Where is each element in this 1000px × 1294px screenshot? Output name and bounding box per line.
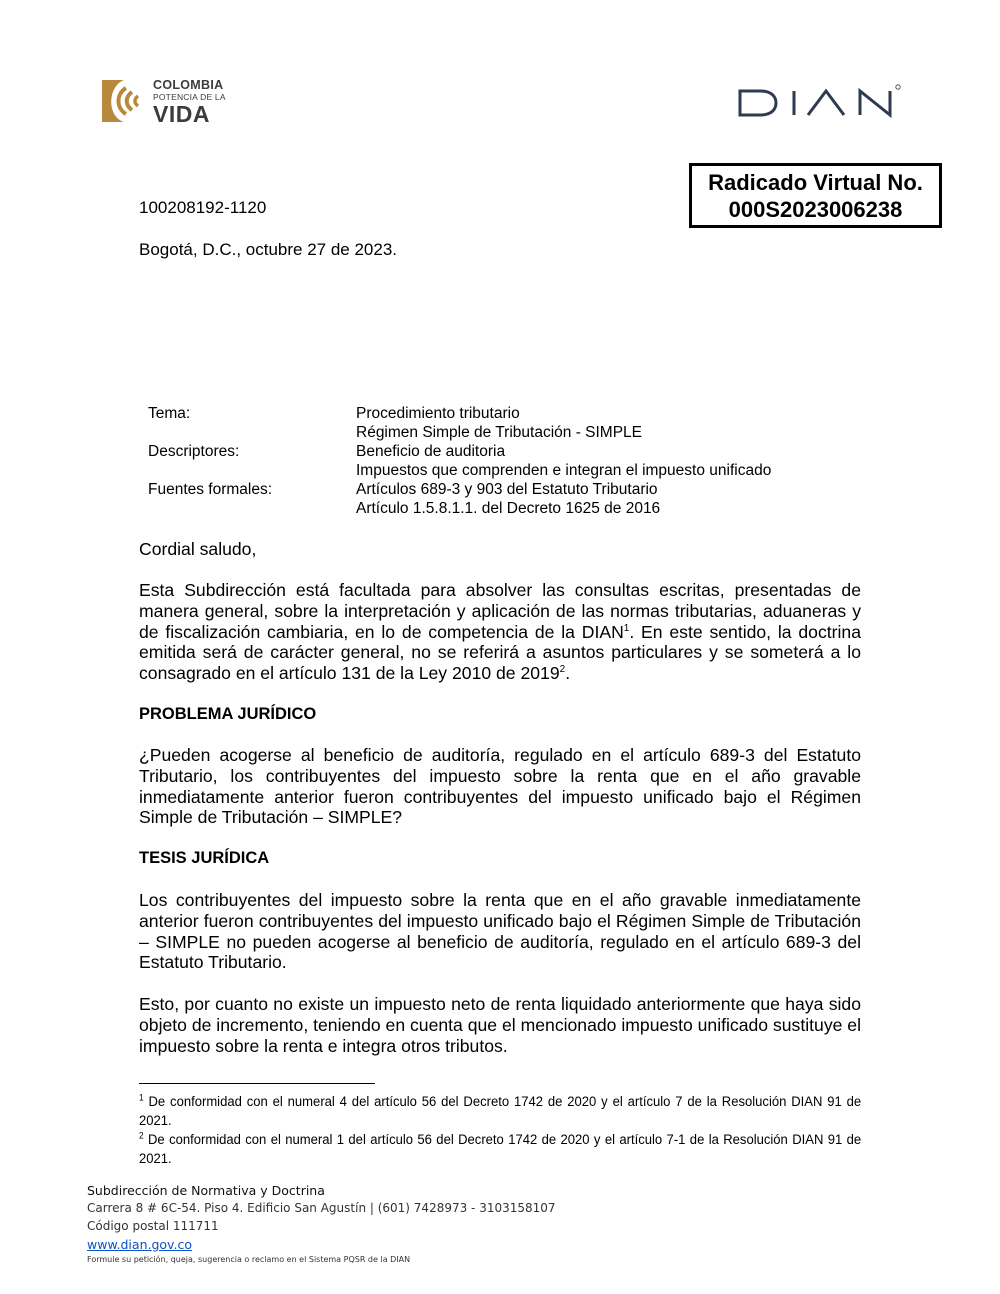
intro-paragraph xyxy=(139,580,861,684)
fuentes-label: Fuentes formales: xyxy=(148,481,273,498)
intro-text-1: Esta Subdirección está facultada para absolver las consultas escritas, presentadas de manera general, sobre la interpretación y aplicación de las normas tributarias, aduaneras y de fiscalización cambiaria, en lo de competencia de la DIAN xyxy=(139,580,861,642)
descriptores-label: Descriptores: xyxy=(148,443,240,460)
problema-paragraph: ¿Pueden acogerse al beneficio de auditoría, regulado en el artículo 689-3 del Estatuto Tributario, los contribuyentes del impuesto sobre la renta que en el año gravable inmediatamente anterior fueron contribuyentes del impuesto unificado bajo el Régimen Simple de Tributación – SIMPLE? xyxy=(139,745,861,828)
footer-address: Carrera 8 # 6C-54. Piso 4. Edificio San Agustín | (601) 7428973 - 3103158107 xyxy=(87,1201,556,1215)
footnote-2-text: De conformidad con el numeral 1 del artículo 56 del Decreto 1742 de 2020 y el artículo 7-1 de la Resolución DIAN 91 de 2021. xyxy=(139,1132,862,1167)
intro-text-2: . En este sentido, la doctrina emitida será de carácter general, no se referirá a asuntos particulares y se someterá a lo consagrado en el artículo 131 de la Ley 2010 de 2019 xyxy=(139,621,861,684)
footer-postal-code: Código postal 111711 xyxy=(87,1219,219,1233)
footnote-1-number: 1 xyxy=(139,1092,144,1103)
footnote-ref-2: 2 xyxy=(559,664,566,676)
logo-line-colombia: COLOMBIA xyxy=(153,78,224,92)
tesis-paragraph-2: Esto, por cuanto no existe un impuesto neto de renta liquidado anteriormente que haya sido objeto de incremento, teniendo en cuenta que el mencionado impuesto unificado sustituye el impuesto sobre la renta e integra otros tributos. xyxy=(139,994,861,1056)
document-date: Bogotá, D.C., octubre 27 de 2023. xyxy=(139,240,398,259)
footnote-ref-1: 1 xyxy=(623,622,630,634)
footer-office: Subdirección de Normativa y Doctrina xyxy=(87,1183,325,1198)
tesis-paragraph-1: Los contribuyentes del impuesto sobre la renta que en el año gravable inmediatamente anterior fueron contribuyentes del impuesto unificado bajo el Régimen Simple de Tributación – SIMPLE no pueden acogerse al beneficio de auditoría, regulado en el artículo 689-3 del Estatuto Tributario. xyxy=(139,890,861,973)
footnote-divider xyxy=(139,1083,375,1084)
tema-value-1: Procedimiento tributario xyxy=(356,405,520,422)
dian-logo xyxy=(738,83,903,123)
footer-website-link[interactable]: www.dian.gov.co xyxy=(87,1237,192,1252)
colombia-emblem-icon xyxy=(98,76,150,126)
intro-text-3: . xyxy=(565,663,571,684)
tema-label: Tema: xyxy=(148,405,191,422)
problema-heading: PROBLEMA JURÍDICO xyxy=(139,705,317,723)
footnote-2 xyxy=(139,1131,861,1169)
footnote-1-text: De conformidad con el numeral 4 del artículo 56 del Decreto 1742 de 2020 y el artículo 7 de la Resolución DIAN 91 de 2021. xyxy=(139,1094,862,1129)
logo-line-potencia: POTENCIA DE LA xyxy=(153,92,226,102)
descriptores-value-1: Beneficio de auditoria xyxy=(356,443,506,460)
fuentes-value-2: Artículo 1.5.8.1.1. del Decreto 1625 de 2016 xyxy=(356,500,661,517)
tema-value-2: Régimen Simple de Tributación - SIMPLE xyxy=(356,424,643,441)
radicado-label: Radicado Virtual No. xyxy=(708,170,923,195)
footer-pqsr-note: Formule su petición, queja, sugerencia o reclamo en el Sistema PQSR de la DIAN xyxy=(87,1255,411,1264)
radicado-number: 000S2023006238 xyxy=(728,197,903,222)
reference-number: 100208192-1120 xyxy=(139,198,267,217)
descriptores-value-2: Impuestos que comprenden e integran el impuesto unificado xyxy=(356,462,772,479)
tesis-heading: TESIS JURÍDICA xyxy=(139,849,270,867)
radicado-box xyxy=(689,163,942,228)
fuentes-value-1: Artículos 689-3 y 903 del Estatuto Tributario xyxy=(356,481,658,498)
footnote-1 xyxy=(139,1093,861,1131)
footnote-2-number: 2 xyxy=(139,1130,144,1141)
logo-line-vida: VIDA xyxy=(153,101,210,127)
greeting: Cordial saludo, xyxy=(139,539,257,559)
colombia-potencia-de-la-vida-logo xyxy=(98,76,233,128)
